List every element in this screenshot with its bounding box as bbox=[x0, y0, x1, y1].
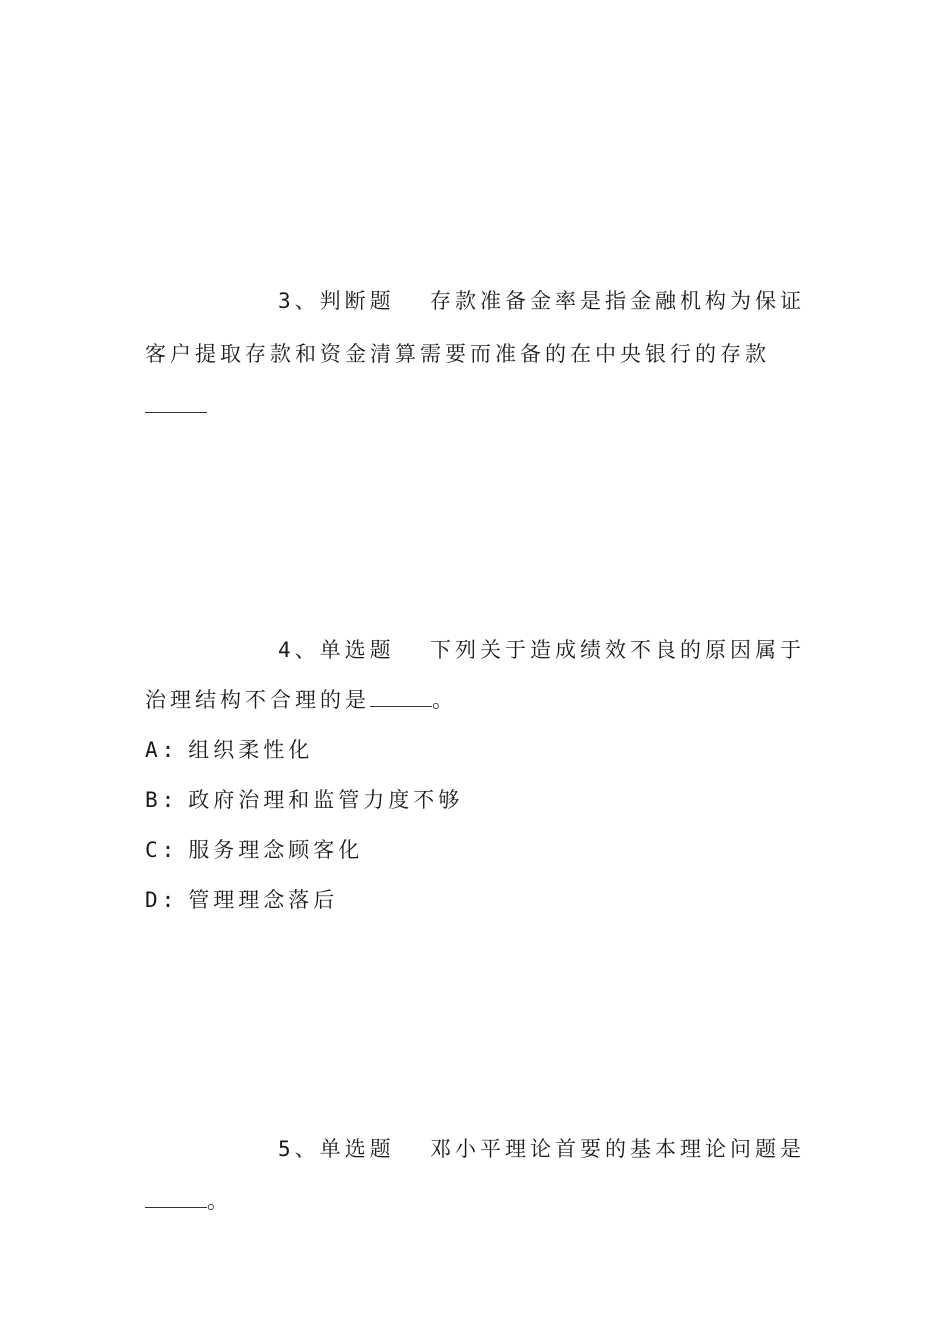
question-5-stem-line1: 邓小平理论首要的基本理论问题是 bbox=[430, 1137, 805, 1161]
answer-blank bbox=[370, 688, 432, 707]
option-c[interactable] bbox=[145, 836, 805, 864]
option-a-text: 组织柔性化 bbox=[188, 738, 314, 762]
question-5-stem-tail: 。 bbox=[207, 1189, 232, 1213]
question-3-stem-line2: 客户提取存款和资金清算需要而准备的在中央银行的存款 bbox=[145, 342, 770, 366]
question-4-number-type bbox=[278, 636, 395, 664]
question-5-answer-line bbox=[145, 1187, 805, 1215]
option-b[interactable] bbox=[145, 786, 805, 814]
question-3-answer-blank bbox=[145, 392, 805, 420]
option-c-text: 服务理念顾客化 bbox=[188, 838, 364, 862]
option-d-text: 管理理念落后 bbox=[188, 888, 339, 912]
answer-blank bbox=[145, 1189, 207, 1208]
question-4-stem-tail: 。 bbox=[432, 688, 457, 712]
question-4-number: 4、 bbox=[278, 638, 320, 662]
question-3-number-type bbox=[278, 287, 395, 315]
question-4-type: 单选题 bbox=[319, 638, 395, 662]
answer-blank bbox=[145, 394, 207, 413]
question-3-type: 判断题 bbox=[319, 289, 395, 313]
question-5-number-type bbox=[278, 1135, 395, 1163]
question-4-stem-line2: 治理结构不合理的是 。 bbox=[145, 688, 457, 712]
question-4-first-line bbox=[278, 636, 805, 664]
question-3-number: 3、 bbox=[278, 289, 320, 313]
question-4-stem-line1: 下列关于造成绩效不良的原因属于 bbox=[430, 638, 805, 662]
question-5-first-line bbox=[278, 1135, 805, 1163]
question-5-type: 单选题 bbox=[319, 1137, 395, 1161]
option-b-label: B: bbox=[145, 788, 179, 812]
option-d[interactable] bbox=[145, 886, 805, 914]
question-5-number: 5、 bbox=[278, 1137, 320, 1161]
option-b-text: 政府治理和监管力度不够 bbox=[188, 788, 464, 812]
question-3-stem-line1: 存款准备金率是指金融机构为保证 bbox=[430, 289, 805, 313]
option-a[interactable] bbox=[145, 736, 805, 764]
option-d-label: D: bbox=[145, 888, 179, 912]
option-a-label: A: bbox=[145, 738, 179, 762]
question-3-first-line bbox=[278, 287, 805, 315]
option-c-label: C: bbox=[145, 838, 179, 862]
